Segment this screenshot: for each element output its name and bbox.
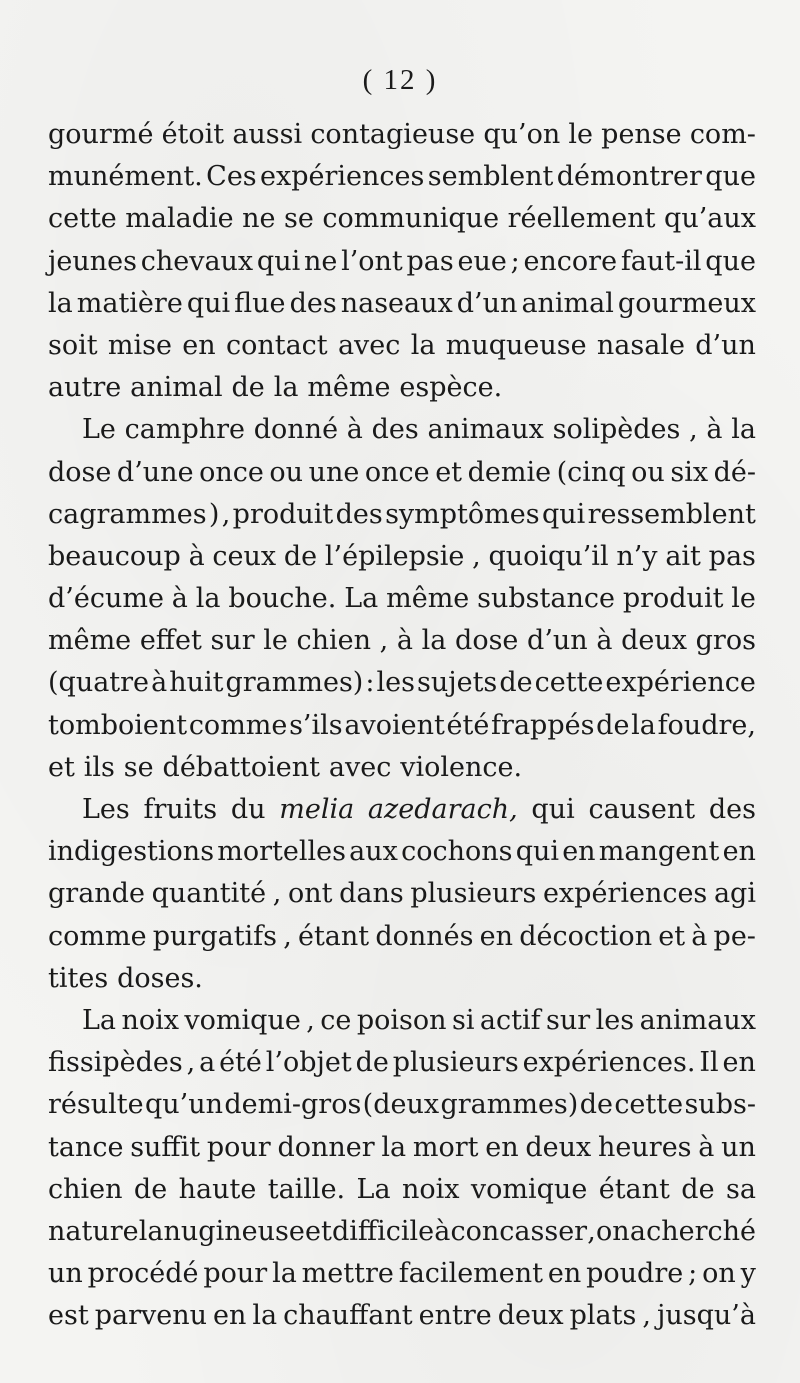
word: avec xyxy=(328,751,392,783)
word: matière xyxy=(76,287,183,319)
word: produit xyxy=(232,498,334,530)
word: ; xyxy=(688,1258,698,1290)
word: l’objet xyxy=(265,1047,352,1079)
text-line xyxy=(48,536,756,578)
word: grammes) xyxy=(440,1089,579,1121)
word: se xyxy=(284,203,314,235)
word: à xyxy=(706,414,723,446)
word: aussi xyxy=(232,119,303,150)
word: vomique xyxy=(470,1173,588,1205)
word: du xyxy=(230,794,266,825)
word: Le xyxy=(82,414,116,446)
word: dé- xyxy=(713,456,756,488)
word: le xyxy=(263,625,288,657)
text-line xyxy=(48,198,756,240)
word: qui xyxy=(515,836,559,868)
word: qui xyxy=(256,245,301,277)
word: lanugineuse xyxy=(138,1215,305,1247)
word: encore xyxy=(523,245,618,277)
text-line xyxy=(48,1127,756,1169)
word: ) xyxy=(208,498,220,530)
word: quoiqu’il xyxy=(488,540,609,572)
word: bouche. xyxy=(228,583,337,615)
word: mort xyxy=(412,1131,479,1163)
word: les xyxy=(595,1004,635,1036)
word: à xyxy=(434,1215,451,1247)
word: ou xyxy=(269,456,304,488)
word: a xyxy=(199,1047,216,1079)
word: cette xyxy=(48,203,117,235)
word: l’ont xyxy=(341,245,403,277)
text-line xyxy=(48,789,756,831)
word: muqueuse xyxy=(445,329,587,361)
word: la xyxy=(631,709,656,741)
body-text xyxy=(48,114,756,1337)
text-line xyxy=(48,958,756,1000)
word: y xyxy=(740,1258,756,1290)
word: en xyxy=(479,920,514,952)
word: , xyxy=(186,1047,196,1079)
word: réellement xyxy=(507,203,656,235)
word: gourmeux xyxy=(617,287,756,319)
word: noix xyxy=(121,1004,179,1036)
word: ceux xyxy=(212,540,277,572)
word: suffit xyxy=(130,1131,201,1163)
word: animal xyxy=(521,287,614,319)
word: La xyxy=(356,1173,391,1205)
word: contact xyxy=(225,329,328,361)
word: animal xyxy=(130,372,223,404)
word: quantité xyxy=(151,878,267,910)
word: plusieurs xyxy=(410,878,537,910)
word: des xyxy=(371,414,419,446)
word: subs- xyxy=(684,1089,756,1121)
word: semblent xyxy=(427,161,554,193)
word: n’y xyxy=(616,540,658,572)
word: des xyxy=(708,794,756,825)
word: animaux xyxy=(639,1004,756,1036)
word: azedarach, xyxy=(367,794,518,825)
word: et xyxy=(304,1215,332,1247)
word: en xyxy=(547,1258,582,1290)
word: sujets xyxy=(416,667,498,699)
word: se xyxy=(123,751,154,783)
word: frappés xyxy=(491,709,595,741)
word: mortelles xyxy=(217,836,346,868)
word: la xyxy=(273,372,299,404)
word: heures xyxy=(598,1131,692,1163)
word: d’une xyxy=(116,456,194,488)
text-line xyxy=(48,283,756,325)
word: nature xyxy=(48,1215,139,1247)
word: flue xyxy=(234,287,286,319)
word: causent xyxy=(588,794,696,825)
text-line xyxy=(48,156,756,198)
text-line xyxy=(48,409,756,451)
word: de xyxy=(579,1089,613,1121)
word: pas xyxy=(708,540,756,572)
word: solipèdes xyxy=(552,414,681,446)
word: indigestions xyxy=(48,836,215,868)
word: si xyxy=(451,1004,475,1036)
word: en xyxy=(722,1047,756,1079)
word: deux xyxy=(525,1131,592,1163)
text-line xyxy=(48,1042,756,1084)
word: (deux xyxy=(362,1089,440,1121)
word: à xyxy=(188,540,205,572)
word: à xyxy=(346,414,363,446)
text-line xyxy=(48,452,756,494)
word: qu’aux xyxy=(664,203,756,235)
word: concasser xyxy=(450,1215,588,1247)
word: : xyxy=(365,667,375,699)
word: décoction xyxy=(519,920,653,952)
word: symptômes xyxy=(385,498,540,530)
text-line xyxy=(48,1000,756,1042)
word: Les xyxy=(82,794,130,825)
word: ne xyxy=(242,203,276,235)
word: comme xyxy=(48,920,147,952)
word: mettre xyxy=(301,1258,394,1290)
word: ils xyxy=(83,751,115,783)
word: qui xyxy=(186,287,231,319)
word: eue xyxy=(457,245,507,277)
text-line xyxy=(48,873,756,915)
word: poudre xyxy=(586,1258,684,1290)
word: animaux xyxy=(427,414,544,446)
word: débattoient xyxy=(162,751,320,783)
word: de xyxy=(231,372,265,404)
word: on xyxy=(596,1215,630,1247)
word: jusqu’à xyxy=(656,1300,756,1332)
word: difficile xyxy=(331,1215,435,1247)
word: expériences. xyxy=(522,1047,696,1079)
word: d’un xyxy=(527,625,588,657)
text-line xyxy=(48,578,756,620)
word: avoient xyxy=(344,709,445,741)
word: on xyxy=(702,1258,736,1290)
word: comme xyxy=(188,709,288,741)
word: la xyxy=(381,1131,407,1163)
word: tance xyxy=(48,1131,124,1163)
word: procédé xyxy=(87,1258,199,1290)
word: nasale xyxy=(596,329,685,361)
word: poison xyxy=(356,1004,447,1036)
word: été xyxy=(446,709,490,741)
word: cagrammes xyxy=(48,498,207,530)
word: gourmé xyxy=(48,119,154,150)
word: com- xyxy=(689,119,756,150)
text-line xyxy=(48,325,756,367)
word: demi-gros xyxy=(224,1089,362,1121)
word: dose xyxy=(455,625,519,657)
word: donner xyxy=(277,1131,375,1163)
word: qui xyxy=(541,498,586,530)
text-line xyxy=(48,241,756,283)
word: pense xyxy=(601,119,682,150)
word: en xyxy=(562,836,596,868)
word: produit xyxy=(622,583,724,615)
word: expérience xyxy=(605,667,756,699)
word: communique xyxy=(322,203,500,235)
word: le xyxy=(568,119,593,150)
word: même xyxy=(48,625,132,657)
word: fruits xyxy=(143,794,218,825)
word: et xyxy=(435,456,463,488)
word: expériences xyxy=(542,878,708,910)
word: et xyxy=(658,920,686,952)
word: , xyxy=(587,1215,596,1247)
word: tites xyxy=(48,962,109,994)
word: six xyxy=(670,456,709,488)
word: chauffant xyxy=(283,1300,413,1332)
text-line xyxy=(48,1211,756,1253)
word: plats xyxy=(569,1300,637,1332)
word: la xyxy=(195,583,221,615)
word: à xyxy=(698,1131,715,1163)
word: demie xyxy=(467,456,552,488)
word: la xyxy=(48,287,73,319)
word: entre xyxy=(418,1300,492,1332)
word: purgatifs xyxy=(152,920,278,952)
word: en xyxy=(485,1131,519,1163)
word: pe- xyxy=(713,920,756,952)
word: donné xyxy=(253,414,339,446)
word: , xyxy=(306,1004,315,1036)
word: l’épilepsie xyxy=(324,540,465,572)
word: chien xyxy=(48,1173,123,1205)
text-line xyxy=(48,747,756,789)
word: munément. xyxy=(48,161,203,193)
word: même xyxy=(307,372,391,404)
word: doses. xyxy=(117,962,203,994)
word: avec xyxy=(337,329,401,361)
word: once xyxy=(199,456,264,488)
word: cochons xyxy=(401,836,513,868)
word: qu’on xyxy=(483,119,561,150)
word: des xyxy=(289,287,337,319)
word: ce xyxy=(320,1004,352,1036)
word: cherché xyxy=(646,1215,756,1247)
word: agi xyxy=(713,878,756,910)
word: substance xyxy=(477,583,615,615)
word: sur xyxy=(546,1004,591,1036)
word: gros xyxy=(695,625,756,657)
word: été xyxy=(219,1047,262,1079)
word: le xyxy=(731,583,756,615)
word: ont xyxy=(287,878,333,910)
word: fissipèdes xyxy=(48,1047,183,1079)
word: qui xyxy=(531,794,575,825)
word: (quatre xyxy=(48,667,150,699)
word: que xyxy=(705,245,756,277)
word: violence. xyxy=(400,751,523,783)
text-line xyxy=(48,831,756,873)
word: d’un xyxy=(456,287,518,319)
word: étant xyxy=(598,1173,670,1205)
word: en xyxy=(722,836,756,868)
word: les xyxy=(376,667,415,699)
word: cette xyxy=(534,667,604,699)
word: , xyxy=(689,414,698,446)
word: une xyxy=(308,456,360,488)
word: et xyxy=(48,751,75,783)
text-line xyxy=(48,1169,756,1211)
word: ait xyxy=(665,540,701,572)
word: , xyxy=(472,540,481,572)
word: de xyxy=(499,667,533,699)
word: sa xyxy=(725,1173,756,1205)
word: chevaux xyxy=(140,245,254,277)
word: des xyxy=(335,498,383,530)
word: la xyxy=(252,1300,278,1332)
word: taille. xyxy=(267,1173,346,1205)
word: chien xyxy=(296,625,372,657)
word: espèce. xyxy=(399,372,503,404)
word: un xyxy=(48,1258,83,1290)
word: grammes) xyxy=(225,667,364,699)
word: d’un xyxy=(695,329,756,361)
word: contagieuse xyxy=(310,119,476,150)
word: noix xyxy=(401,1173,460,1205)
word: la xyxy=(731,414,756,446)
word: maladie xyxy=(125,203,234,235)
word: en xyxy=(182,329,216,361)
word: soit xyxy=(48,329,98,361)
word: mangent xyxy=(598,836,720,868)
word: deux xyxy=(497,1300,564,1332)
word: étoit xyxy=(161,119,225,150)
word: La xyxy=(82,1004,117,1036)
word: la xyxy=(421,625,447,657)
word: grande xyxy=(48,878,145,910)
word: dose xyxy=(48,456,112,488)
word: Il xyxy=(699,1047,719,1079)
word: , xyxy=(221,498,231,530)
word: démontrer xyxy=(556,161,702,193)
word: actif xyxy=(479,1004,541,1036)
word: de xyxy=(283,540,318,572)
page-number: ( 12 ) xyxy=(362,64,438,96)
word: à xyxy=(691,920,708,952)
word: jeunes xyxy=(48,245,137,277)
word: once xyxy=(364,456,430,488)
word: faut-il xyxy=(620,245,702,277)
word: expériences xyxy=(260,161,425,193)
word: vomique xyxy=(184,1004,301,1036)
word: , xyxy=(283,920,292,952)
word: haute xyxy=(178,1173,257,1205)
word: en xyxy=(213,1300,247,1332)
word: facilement xyxy=(398,1258,543,1290)
word: résulte xyxy=(48,1089,144,1121)
word: ressemblent xyxy=(587,498,756,530)
word: donnés xyxy=(375,920,474,952)
word: qu’un xyxy=(144,1089,224,1121)
word: que xyxy=(705,161,756,193)
word: deux xyxy=(621,625,687,657)
word: un xyxy=(721,1131,756,1163)
word: huit xyxy=(169,667,224,699)
word: même xyxy=(386,583,470,615)
word: Ces xyxy=(206,161,257,193)
word: à xyxy=(171,583,188,615)
word: de xyxy=(355,1047,389,1079)
word: aux xyxy=(349,836,398,868)
word: s’ils xyxy=(289,709,343,741)
text-line xyxy=(48,705,756,747)
word: est xyxy=(48,1300,89,1332)
word: dans xyxy=(339,878,404,910)
word: plusieurs xyxy=(392,1047,519,1079)
word: d’écume xyxy=(48,583,164,615)
word: autre xyxy=(48,372,122,404)
word: pour xyxy=(203,1258,268,1290)
word: parvenu xyxy=(94,1300,207,1332)
text-line xyxy=(48,1295,756,1337)
word: , xyxy=(642,1300,651,1332)
text-line xyxy=(48,620,756,662)
word: mise xyxy=(107,329,172,361)
word: de xyxy=(133,1173,168,1205)
text-line xyxy=(48,114,756,156)
word: à xyxy=(151,667,168,699)
word: de xyxy=(681,1173,715,1205)
word: ; xyxy=(510,245,520,277)
word: pas xyxy=(406,245,454,277)
word: ou xyxy=(631,456,665,488)
word: camphre xyxy=(124,414,246,446)
word: étant xyxy=(297,920,370,952)
word: (cinq xyxy=(556,456,626,488)
word: cette xyxy=(614,1089,684,1121)
text-line xyxy=(48,1253,756,1295)
text-line xyxy=(48,367,756,409)
text-line xyxy=(48,1084,756,1126)
word: melia xyxy=(279,794,355,825)
word: pour xyxy=(206,1131,271,1163)
word: la xyxy=(410,329,436,361)
word: ne xyxy=(303,245,338,277)
text-line xyxy=(48,662,756,704)
word: effet xyxy=(139,625,202,657)
word: naseaux xyxy=(340,287,453,319)
word: , xyxy=(379,625,389,657)
word: la xyxy=(272,1258,297,1290)
word: La xyxy=(344,583,379,615)
text-line xyxy=(48,494,756,536)
word: foudre, xyxy=(657,709,756,741)
word: sur xyxy=(210,625,255,657)
word: à xyxy=(596,625,613,657)
word: à xyxy=(396,625,414,657)
word: de xyxy=(596,709,630,741)
word: tomboient xyxy=(48,709,188,741)
word: , xyxy=(272,878,282,910)
text-line xyxy=(48,916,756,958)
word: a xyxy=(629,1215,646,1247)
word: beaucoup xyxy=(48,540,181,572)
